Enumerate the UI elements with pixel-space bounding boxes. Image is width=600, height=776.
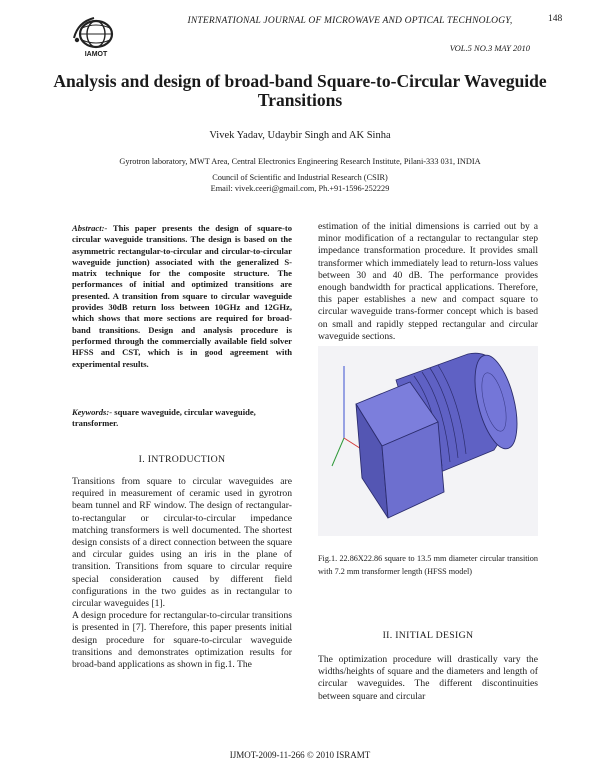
volume-info: VOL.5 NO.3 MAY 2010 — [449, 43, 530, 53]
introduction-body — [72, 476, 292, 671]
footer: IJMOT-2009-11-266 © 2010 ISRAMT — [229, 750, 371, 760]
logo-text: IAMOT — [84, 51, 108, 58]
transition-model-image — [318, 346, 538, 536]
journal-name: INTERNATIONAL JOURNAL OF MICROWAVE AND OPTICAL TECHNOLOGY, — [187, 16, 513, 26]
figure-1-caption: Fig.1. 22.86X22.86 square to 13.5 mm diameter circular transition with 7.2 mm transformer length (HFSS model) — [318, 554, 538, 576]
keywords-text: square waveguide, circular waveguide, transformer. — [72, 407, 256, 429]
authors: Vivek Yadav, Udaybir Singh and AK Sinha — [209, 130, 391, 141]
abstract — [72, 223, 292, 370]
intro-paragraph-2: A design procedure for rectangular-to-circular transitions is presented in [7]. Therefore, this paper presents initial design procedure for square-to-circular waveguide transitions and demonstrates optimization results for broad-band applications as shown in fig.1. The — [72, 610, 292, 671]
intro-paragraph-1: Transitions from square to circular waveguides are required in measurement of ceramic used in gyrotron beam tunnel and RF window. The design of rectangular-to-rectangular or circular-to-circular impedance matching transformers is well documented. The shortest design consists of a direct connection between the square and circular guides using an iris in the plane of transition. Transitions from square to circular require special consideration caused by different field configurations in the two guides as in rectangular to circular waveguides [1]. — [72, 476, 292, 610]
introduction-heading: I. INTRODUCTION — [138, 454, 226, 465]
initial-design-body: The optimization procedure will drastically vary the widths/heights of square and the diameters and length of circular waveguides. The different discontinuities between square and circular — [318, 654, 538, 702]
affiliation-council: Council of Scientific and Industrial Research (CSIR) — [212, 173, 388, 182]
abstract-text: This paper presents the design of square-to circular waveguide transitions. The design is based on the asymmetric rectangular-to-circular and circular-to-circular waveguide junction) associated with the generalized S-matrix technique for the composite structure. The performances of initial and optimized transitions are presented. A transition from square to circular waveguide provides 30dB return loss between 10GHz and 12GHz, which shows that more sections are required for broad-band transitions. Design and analysis procedure is performed through the commercially available field solver HFSS and CST, which is in good agreement with experimental results. — [72, 223, 292, 369]
keywords — [72, 407, 292, 430]
affiliation-contact: Email: vivek.ceeri@gmail.com, Ph.+91-1596-252229 — [210, 184, 390, 193]
right-column-text: estimation of the initial dimensions is carried out by a minor modification of a rectangular to rectangular step impedance transformation procedure. It provides small transformer which immediately lead to return-loss values between 30 and 40 dB. The performance provides enough bandwidth for practical applications. Therefore, this paper establishes a new and compact square to circular waveguide trans-former concept which is based on small and rapidly stepped rectangular and circular waveguide sections. — [318, 221, 538, 342]
affiliation — [30, 156, 570, 194]
figure-1 — [318, 346, 538, 536]
page-number: 148 — [548, 14, 563, 24]
initial-design-heading: II. INITIAL DESIGN — [382, 630, 474, 641]
affiliation-lab: Gyrotron laboratory, MWT Area, Central Electronics Engineering Research Institute, Pilani-333 031, INDIA — [119, 157, 481, 166]
journal-logo — [68, 14, 124, 64]
paper-title: Analysis and design of broad-band Square-to-Circular Waveguide Transitions — [53, 71, 547, 110]
keywords-label: Keywords:- — [72, 407, 113, 417]
abstract-label: Abstract:- — [72, 223, 108, 233]
